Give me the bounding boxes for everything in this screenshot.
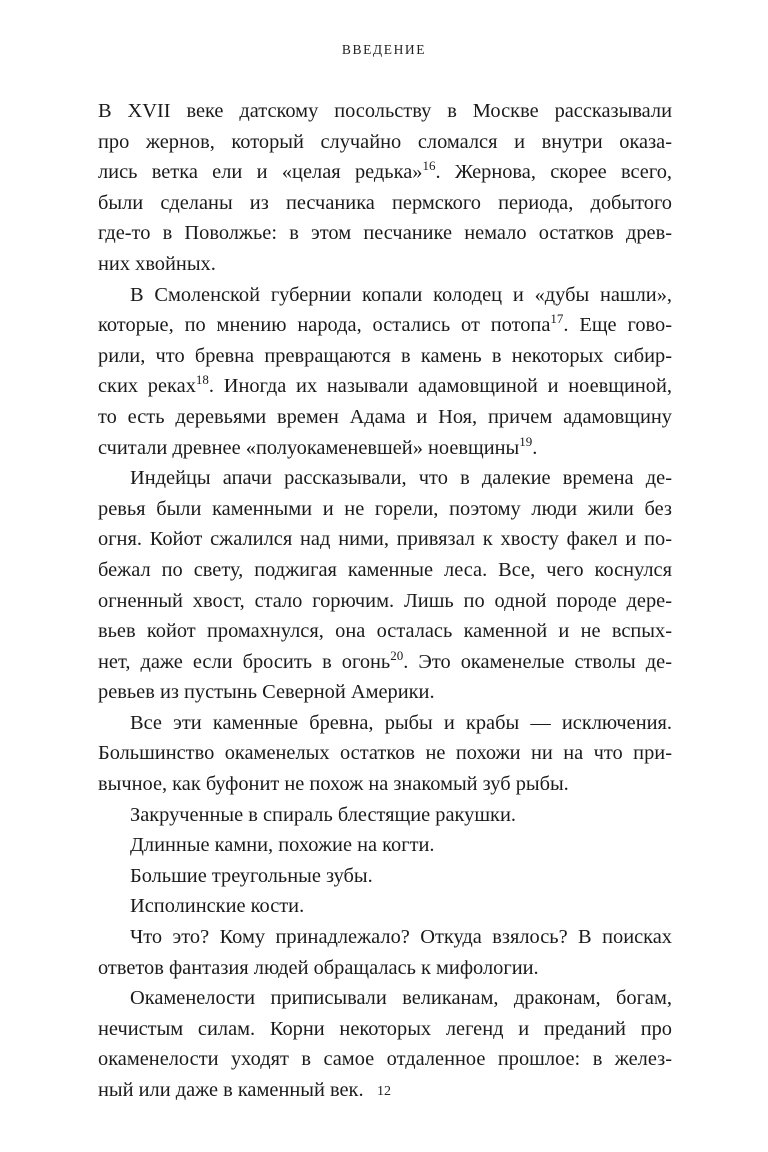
paragraph bbox=[98, 891, 672, 922]
text-line bbox=[98, 249, 672, 280]
text-run: где-то в Поволжье: в этом песчанике немало остатков древ- bbox=[98, 222, 672, 245]
text-line bbox=[98, 1044, 672, 1075]
paragraph bbox=[98, 861, 672, 892]
text-run: ответов фантазия людей обращалась к мифологии. bbox=[98, 956, 539, 979]
text-line bbox=[98, 983, 672, 1014]
text-line bbox=[98, 800, 672, 831]
text-run: ревья были каменными и не горели, поэтому люди жили без bbox=[98, 497, 672, 520]
text-run: вычное, как буфонит не похож на знакомый зуб рыбы. bbox=[98, 773, 569, 796]
text-line bbox=[98, 708, 672, 739]
text-run: Исполинские кости. bbox=[130, 895, 305, 918]
text-run: рили, что бревна превращаются в камень в некоторых сибир- bbox=[98, 344, 672, 367]
text-line bbox=[98, 96, 672, 127]
text-line bbox=[98, 677, 672, 708]
text-run: . Еще гово- bbox=[563, 314, 672, 337]
text-line bbox=[98, 891, 672, 922]
text-run: которые, по мнению народа, остались от потопа bbox=[98, 314, 551, 337]
text-line bbox=[98, 555, 672, 586]
footnote-ref: 20 bbox=[390, 647, 404, 663]
text-line bbox=[98, 738, 672, 769]
text-line bbox=[98, 280, 672, 311]
text-run: про жернов, который случайно сломался и внутри оказа- bbox=[98, 130, 672, 153]
text-run: нет, даже если бросить в огонь bbox=[98, 650, 391, 673]
text-line bbox=[98, 218, 672, 249]
paragraph bbox=[98, 830, 672, 861]
text-line bbox=[98, 371, 672, 402]
text-line bbox=[98, 769, 672, 800]
paragraph bbox=[98, 280, 672, 464]
text-run: были сделаны из песчаника пермского периода, добытого bbox=[98, 191, 672, 214]
text-run: Что это? Кому принадлежало? Откуда взялось? В поисках bbox=[130, 926, 672, 949]
text-run: ный или даже в каменный век. bbox=[98, 1079, 364, 1101]
text-run: . Это окаменелые стволы де- bbox=[403, 650, 672, 673]
text-line bbox=[98, 647, 672, 678]
paragraph bbox=[98, 96, 672, 280]
text-run: огненный хвост, стало горючим. Лишь по одной породе дере- bbox=[98, 589, 672, 612]
text-run: лись ветка ели и «целая редька» bbox=[98, 161, 423, 184]
running-head: ВВЕДЕНИЕ bbox=[341, 42, 427, 57]
text-line bbox=[98, 341, 672, 372]
text-line bbox=[98, 463, 672, 494]
text-run: . bbox=[532, 436, 538, 459]
text-line bbox=[98, 830, 672, 861]
text-run: ских реках bbox=[98, 375, 196, 398]
text-line bbox=[98, 953, 672, 984]
text-run: В Смоленской губернии копали колодец и «дубы нашли», bbox=[130, 283, 672, 306]
text-run: считали древнее «полуокаменевшей» ноевщины bbox=[98, 436, 520, 459]
text-line bbox=[98, 402, 672, 433]
text-run: них хвойных. bbox=[98, 252, 216, 275]
text-line bbox=[98, 157, 672, 188]
text-run: огня. Койот сжалился над ними, привязал к хвосту факел и по- bbox=[98, 528, 672, 551]
text-run: Закрученные в спираль блестящие ракушки. bbox=[130, 803, 516, 826]
text-run: . Жернова, скорее всего, bbox=[435, 161, 672, 184]
text-run: Окаменелости приписывали великанам, драконам, богам, bbox=[130, 987, 672, 1010]
text-run: ревьев из пустынь Северной Америки. bbox=[98, 681, 435, 704]
text-run: Большинство окаменелых остатков не похожи ни на что при- bbox=[98, 742, 672, 765]
footnote-ref: 18 bbox=[195, 372, 209, 388]
body-text bbox=[98, 96, 672, 1106]
paragraph bbox=[98, 463, 672, 708]
text-line bbox=[98, 1014, 672, 1045]
text-run: окаменелости уходят в самое отдаленное прошлое: в желез- bbox=[98, 1048, 672, 1071]
paragraph bbox=[98, 800, 672, 831]
footnote-ref: 17 bbox=[550, 311, 564, 327]
footnote-ref: 19 bbox=[519, 433, 533, 449]
text-run: Большие треугольные зубы. bbox=[130, 864, 373, 887]
text-run: вьев койот промахнулся, она осталась каменной и не вспых- bbox=[98, 620, 672, 643]
text-run: то есть деревьями времен Адама и Ноя, причем адамовщину bbox=[98, 405, 672, 428]
text-run: . Иногда их называли адамовщиной и ноевщиной, bbox=[208, 375, 672, 398]
text-line bbox=[98, 188, 672, 219]
footnote-ref: 16 bbox=[422, 158, 436, 174]
text-line bbox=[98, 616, 672, 647]
text-line bbox=[98, 127, 672, 158]
text-run: бежал по свету, поджигая каменные леса. Все, чего коснулся bbox=[98, 558, 672, 581]
text-run: Все эти каменные бревна, рыбы и крабы — исключения. bbox=[130, 711, 672, 734]
text-line bbox=[98, 433, 672, 464]
text-line bbox=[98, 922, 672, 953]
text-run: Длинные камни, похожие на когти. bbox=[130, 834, 435, 857]
text-line bbox=[98, 524, 672, 555]
paragraph bbox=[98, 922, 672, 983]
text-run: нечистым силам. Корни некоторых легенд и преданий про bbox=[98, 1017, 672, 1040]
text-line bbox=[98, 586, 672, 617]
text-line bbox=[98, 494, 672, 525]
text-line bbox=[98, 310, 672, 341]
text-run: В XVII веке датскому посольству в Москве рассказывали bbox=[98, 100, 672, 122]
text-run: Индейцы апачи рассказывали, что в далекие времена де- bbox=[130, 467, 672, 490]
text-line bbox=[98, 861, 672, 892]
page-number: 12 bbox=[377, 1084, 391, 1099]
paragraph bbox=[98, 708, 672, 800]
